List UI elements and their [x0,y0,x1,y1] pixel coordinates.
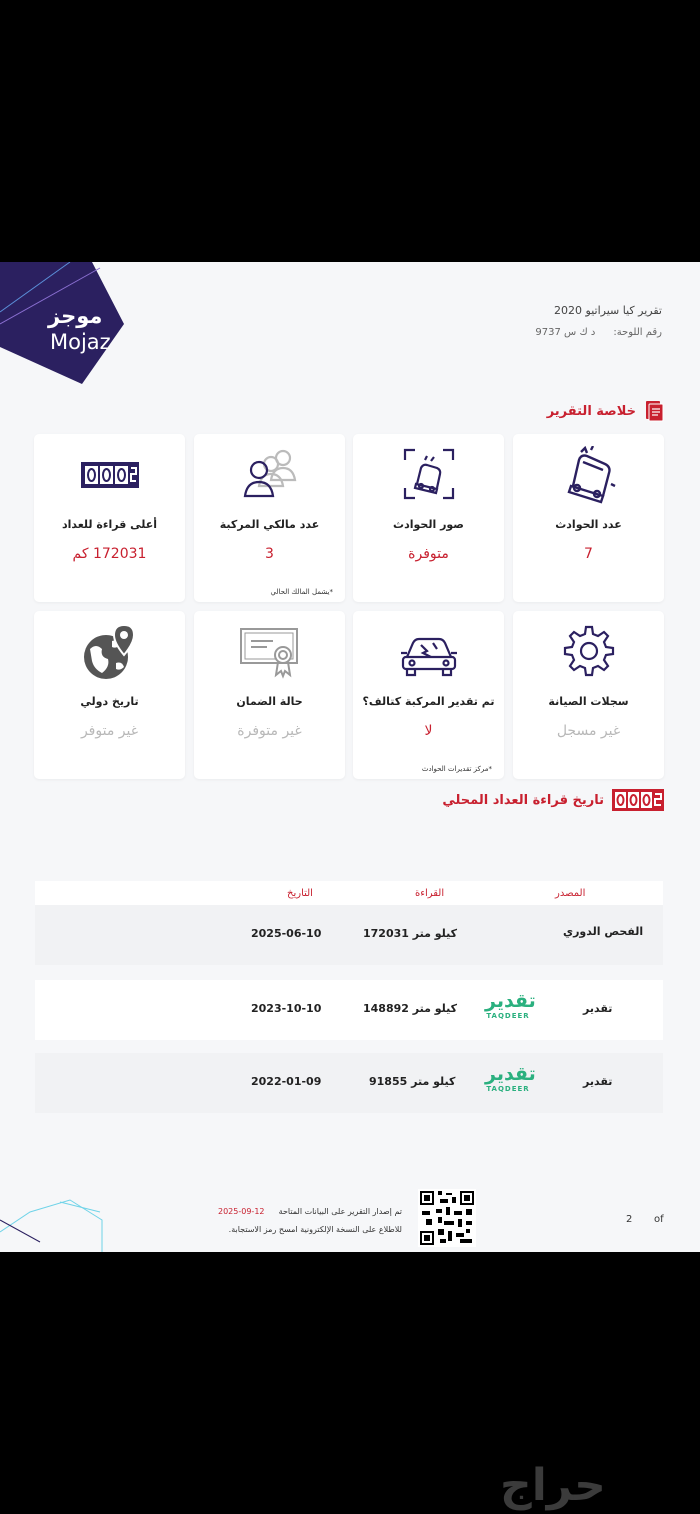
maintenance-records-value: غير مسجل [556,723,621,739]
globe-pin-icon [80,623,140,683]
accident-photos-label: صور الحوادث [393,518,464,531]
odometer-icon [612,789,664,811]
row-source: الفحص الدوري [563,925,644,938]
footer-decoration [0,1192,110,1252]
max-odometer-label: أعلى قراءة للعداد [61,518,158,531]
document-icon [644,400,664,422]
odometer-section-title [442,789,664,811]
warranty-status-label: حالة الضمان [236,695,303,708]
column-reading: القراءة [415,888,445,899]
total-loss-value: لا [424,723,433,739]
international-history-value: غير متوفر [80,723,139,739]
accidents-count-value: 7 [584,546,593,562]
page-number: 2 [626,1214,633,1225]
card-maintenance-records [513,611,664,779]
card-accidents-count [513,434,664,602]
odometer-title-label: تاريخ قراءة العداد المحلي [442,792,604,808]
card-total-loss [353,611,504,779]
qr-code[interactable] [418,1189,476,1247]
row-reading: 91855 كيلو متر [369,1075,456,1088]
row-date: 2022-01-09 [251,1075,322,1088]
international-history-label: تاريخ دولي [80,695,139,708]
damaged-car-icon [399,631,459,681]
plate-label: رقم اللوحة: [613,327,662,338]
owners-count-label: عدد مالكي المركبة [219,518,320,531]
owners-note: *يشمل المالك الحالي [270,588,333,596]
report-title: تقرير كيا سيراتيو 2020 [554,304,662,317]
accident-photo-icon [401,446,457,502]
logo-arabic: موجز [48,304,103,328]
max-odometer-value: 172031 كم [72,546,147,562]
card-max-odometer [34,434,185,602]
haraj-watermark: حراج [500,1460,606,1511]
total-loss-note: *مركز تقديرات الحوادث [421,765,492,773]
mojaz-logo [0,262,130,387]
crashed-car-icon [559,446,619,506]
row-date: 2023-10-10 [251,1002,322,1015]
warranty-status-value: غير متوفرة [237,723,302,739]
card-warranty-status [194,611,345,779]
row-date: 2025-06-10 [251,927,322,940]
row-reading: 172031 كيلو متر [363,927,458,940]
owners-icon [237,446,303,502]
logo-english: Mojaz [50,330,111,354]
row-source: تقدير [583,1075,613,1088]
total-loss-label: تم تقدير المركبة كتالف؟ [362,695,495,708]
column-date: التاريخ [287,888,313,899]
certificate-icon [239,623,301,679]
plate-number [535,327,662,338]
column-source: المصدر [555,888,586,899]
taqdeer-logo: تقدير TAQDEER [485,990,536,1020]
summary-section-title [547,400,664,422]
taqdeer-logo: تقدير TAQDEER [485,1063,536,1093]
plate-value: د ك س 9737 [535,327,596,338]
card-owners-count [194,434,345,602]
accident-photos-value: متوفرة [408,546,449,562]
owners-count-value: 3 [265,546,274,562]
page-of: of [654,1214,664,1225]
gear-icon [559,623,619,683]
table-row [35,1053,663,1113]
card-accident-photos[interactable] [353,434,504,602]
issued-date: 2025-09-12 [218,1207,265,1216]
card-international-history [34,611,185,779]
maintenance-records-label: سجلات الصيانة [548,695,629,708]
issued-text: تم إصدار التقرير على البيانات المتاحة [278,1207,402,1216]
table-row [35,980,663,1040]
accidents-count-label: عدد الحوادث [555,518,622,531]
row-source: تقدير [583,1002,613,1015]
row-reading: 148892 كيلو متر [363,1002,458,1015]
summary-title-label: خلاصة التقرير [546,403,636,419]
odometer-icon [79,458,141,498]
report-page [0,262,700,1252]
scan-text: للاطلاع على النسخة الإلكترونية امسح رمز الاستجابة. [228,1225,402,1234]
table-row [35,905,663,965]
